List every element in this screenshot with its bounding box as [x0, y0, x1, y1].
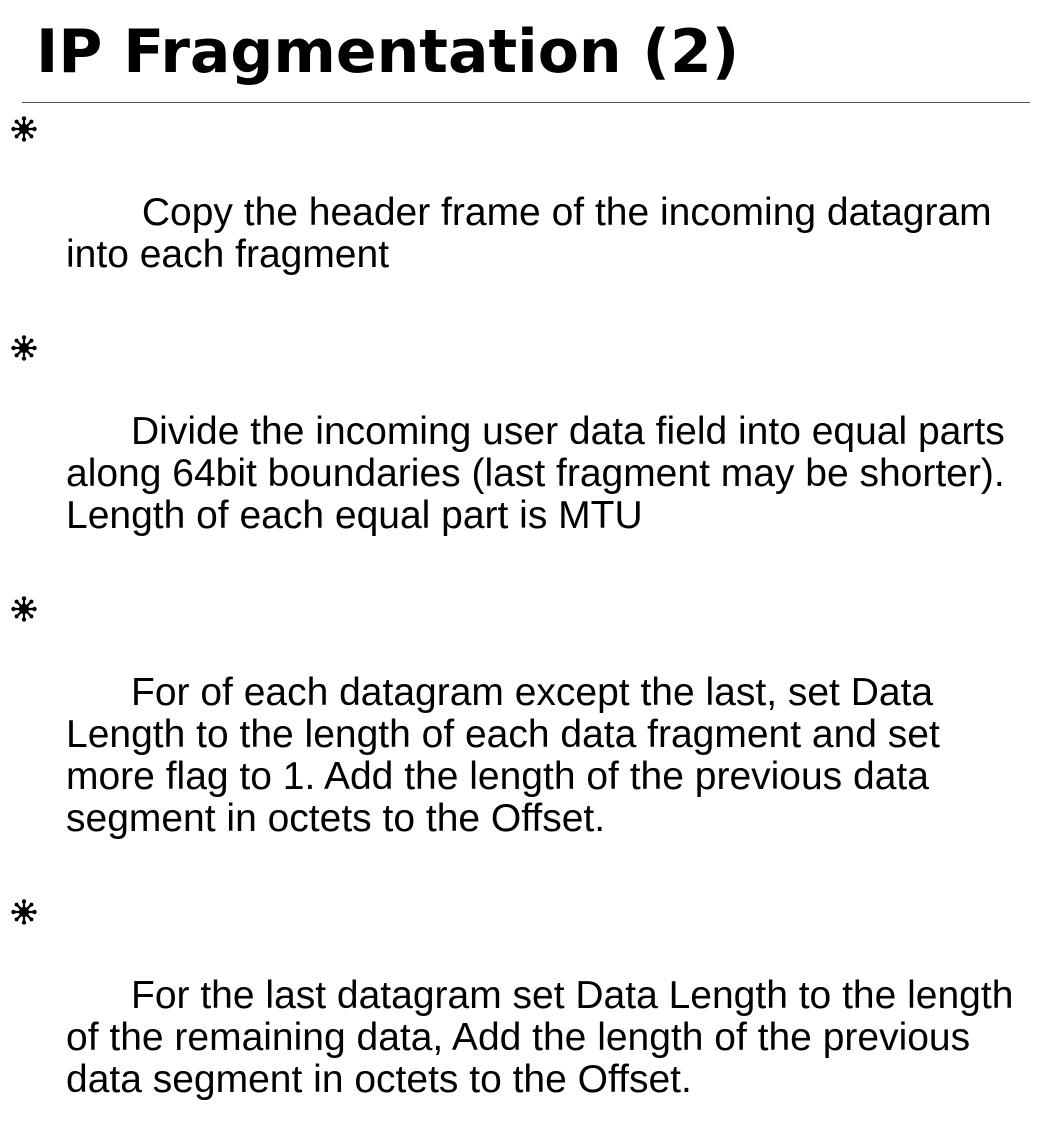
bullet-text: Divide the incoming user data field into equal parts along 64bit boundaries (last fragment may be shorter). Length of each equal part is MTU: [66, 410, 1027, 537]
snowflake-wheel-icon: [11, 116, 37, 142]
snowflake-wheel-icon: [11, 899, 37, 925]
bullet-list: [0, 108, 1060, 1143]
bullet-item: [0, 588, 1060, 882]
bullet-item: [0, 327, 1060, 579]
title-divider: [22, 102, 1030, 103]
snowflake-wheel-icon: [11, 596, 37, 622]
bullet-text: Copy the header frame of the incoming datagram into each fragment: [66, 191, 1003, 276]
slide-title: IP Fragmentation (2): [36, 17, 740, 87]
bullet-item: [0, 108, 1060, 318]
bullet-text: For of each datagram except the last, set Data Length to the length of each data fragment and set more flag to 1. Add the length of the previous data segment in octets to the Offset.: [66, 671, 951, 840]
bullet-item: [0, 891, 1060, 1143]
snowflake-wheel-icon: [11, 335, 37, 361]
bullet-text: For the last datagram set Data Length to the length of the remaining data, Add the length of the previous data segment in octets to the Offset.: [66, 974, 1025, 1101]
